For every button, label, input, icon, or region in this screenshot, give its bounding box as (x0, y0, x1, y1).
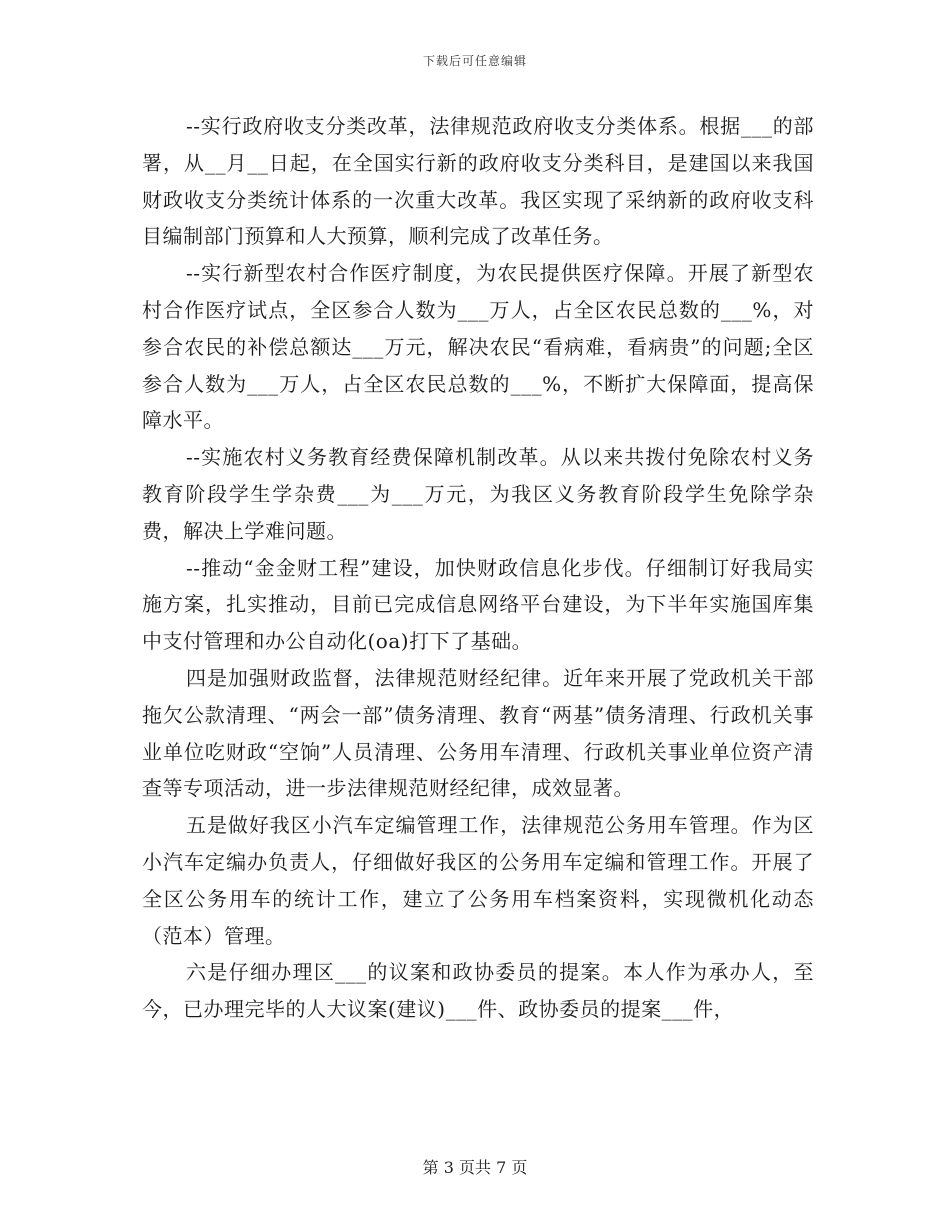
paragraph-rural-cooperative-medical: --实行新型农村合作医疗制度，为农民提供医疗保障。开展了新型农村合作医疗试点，全区参合人数为___万人，占全区农民总数的___%，对参合农民的补偿总额达___万元，解决农民“看病难，看病贵”的问题;全区参合人数为___万人，占全区农民总数的___%，不断扩大保障面，提高保障水平。 (142, 261, 814, 433)
page-footer: 第 3 页共 7 页 (422, 1158, 528, 1177)
paragraph-golden-finance-project: --推动“金金财工程”建设，加快财政信息化步伐。仔细制订好我局实施方案，扎实推动，目前已完成信息网络平台建设，为下半年实施国库集中支付管理和办公自动化(oa)打下了基础。 (142, 555, 814, 654)
paragraph-fiscal-classification-reform: --实行政府收支分类改革，法律规范政府收支分类体系。根据___的部署，从__月__日起，在全国实行新的政府收支分类科目，是建国以来我国财政收支分类统计体系的一次重大改革。我区实现了采纳新的政府收支科目编制部门预算和人大预算，顺利完成了改革任务。 (142, 114, 814, 249)
paragraph-fiscal-supervision: 四是加强财政监督，法律规范财经纪律。近年来开展了党政机关干部拖欠公款清理、“两会一部”债务清理、教育“两基”债务清理、行政机关事业单位吃财政“空饷”人员清理、公务用车清理、行政机关事业单位资产清查等专项活动，进一步法律规范财经纪律，成效显著。 (142, 665, 814, 801)
document-body (142, 108, 814, 1028)
paragraph-vehicle-management: 五是做好我区小汽车定编管理工作，法律规范公务用车管理。作为区小汽车定编办负责人，仔细做好我区的公务用车定编和管理工作。开展了全区公务用车的统计工作，建立了公务用车档案资料，实现微机化动态（范本）管理。 (142, 813, 814, 948)
paragraph-proposal-handling: 六是仔细办理区___的议案和政协委员的提案。本人作为承办人，至今，已办理完毕的人大议案(建议)___件、政协委员的提案___件， (142, 960, 814, 1022)
page-header: 下载后可任意编辑 (422, 54, 527, 68)
paragraph-rural-education-funding: --实施农村义务教育经费保障机制改革。从以来共拨付免除农村义务教育阶段学生学杂费___为___万元，为我区义务教育阶段学生免除学杂费，解决上学难问题。 (142, 445, 814, 543)
